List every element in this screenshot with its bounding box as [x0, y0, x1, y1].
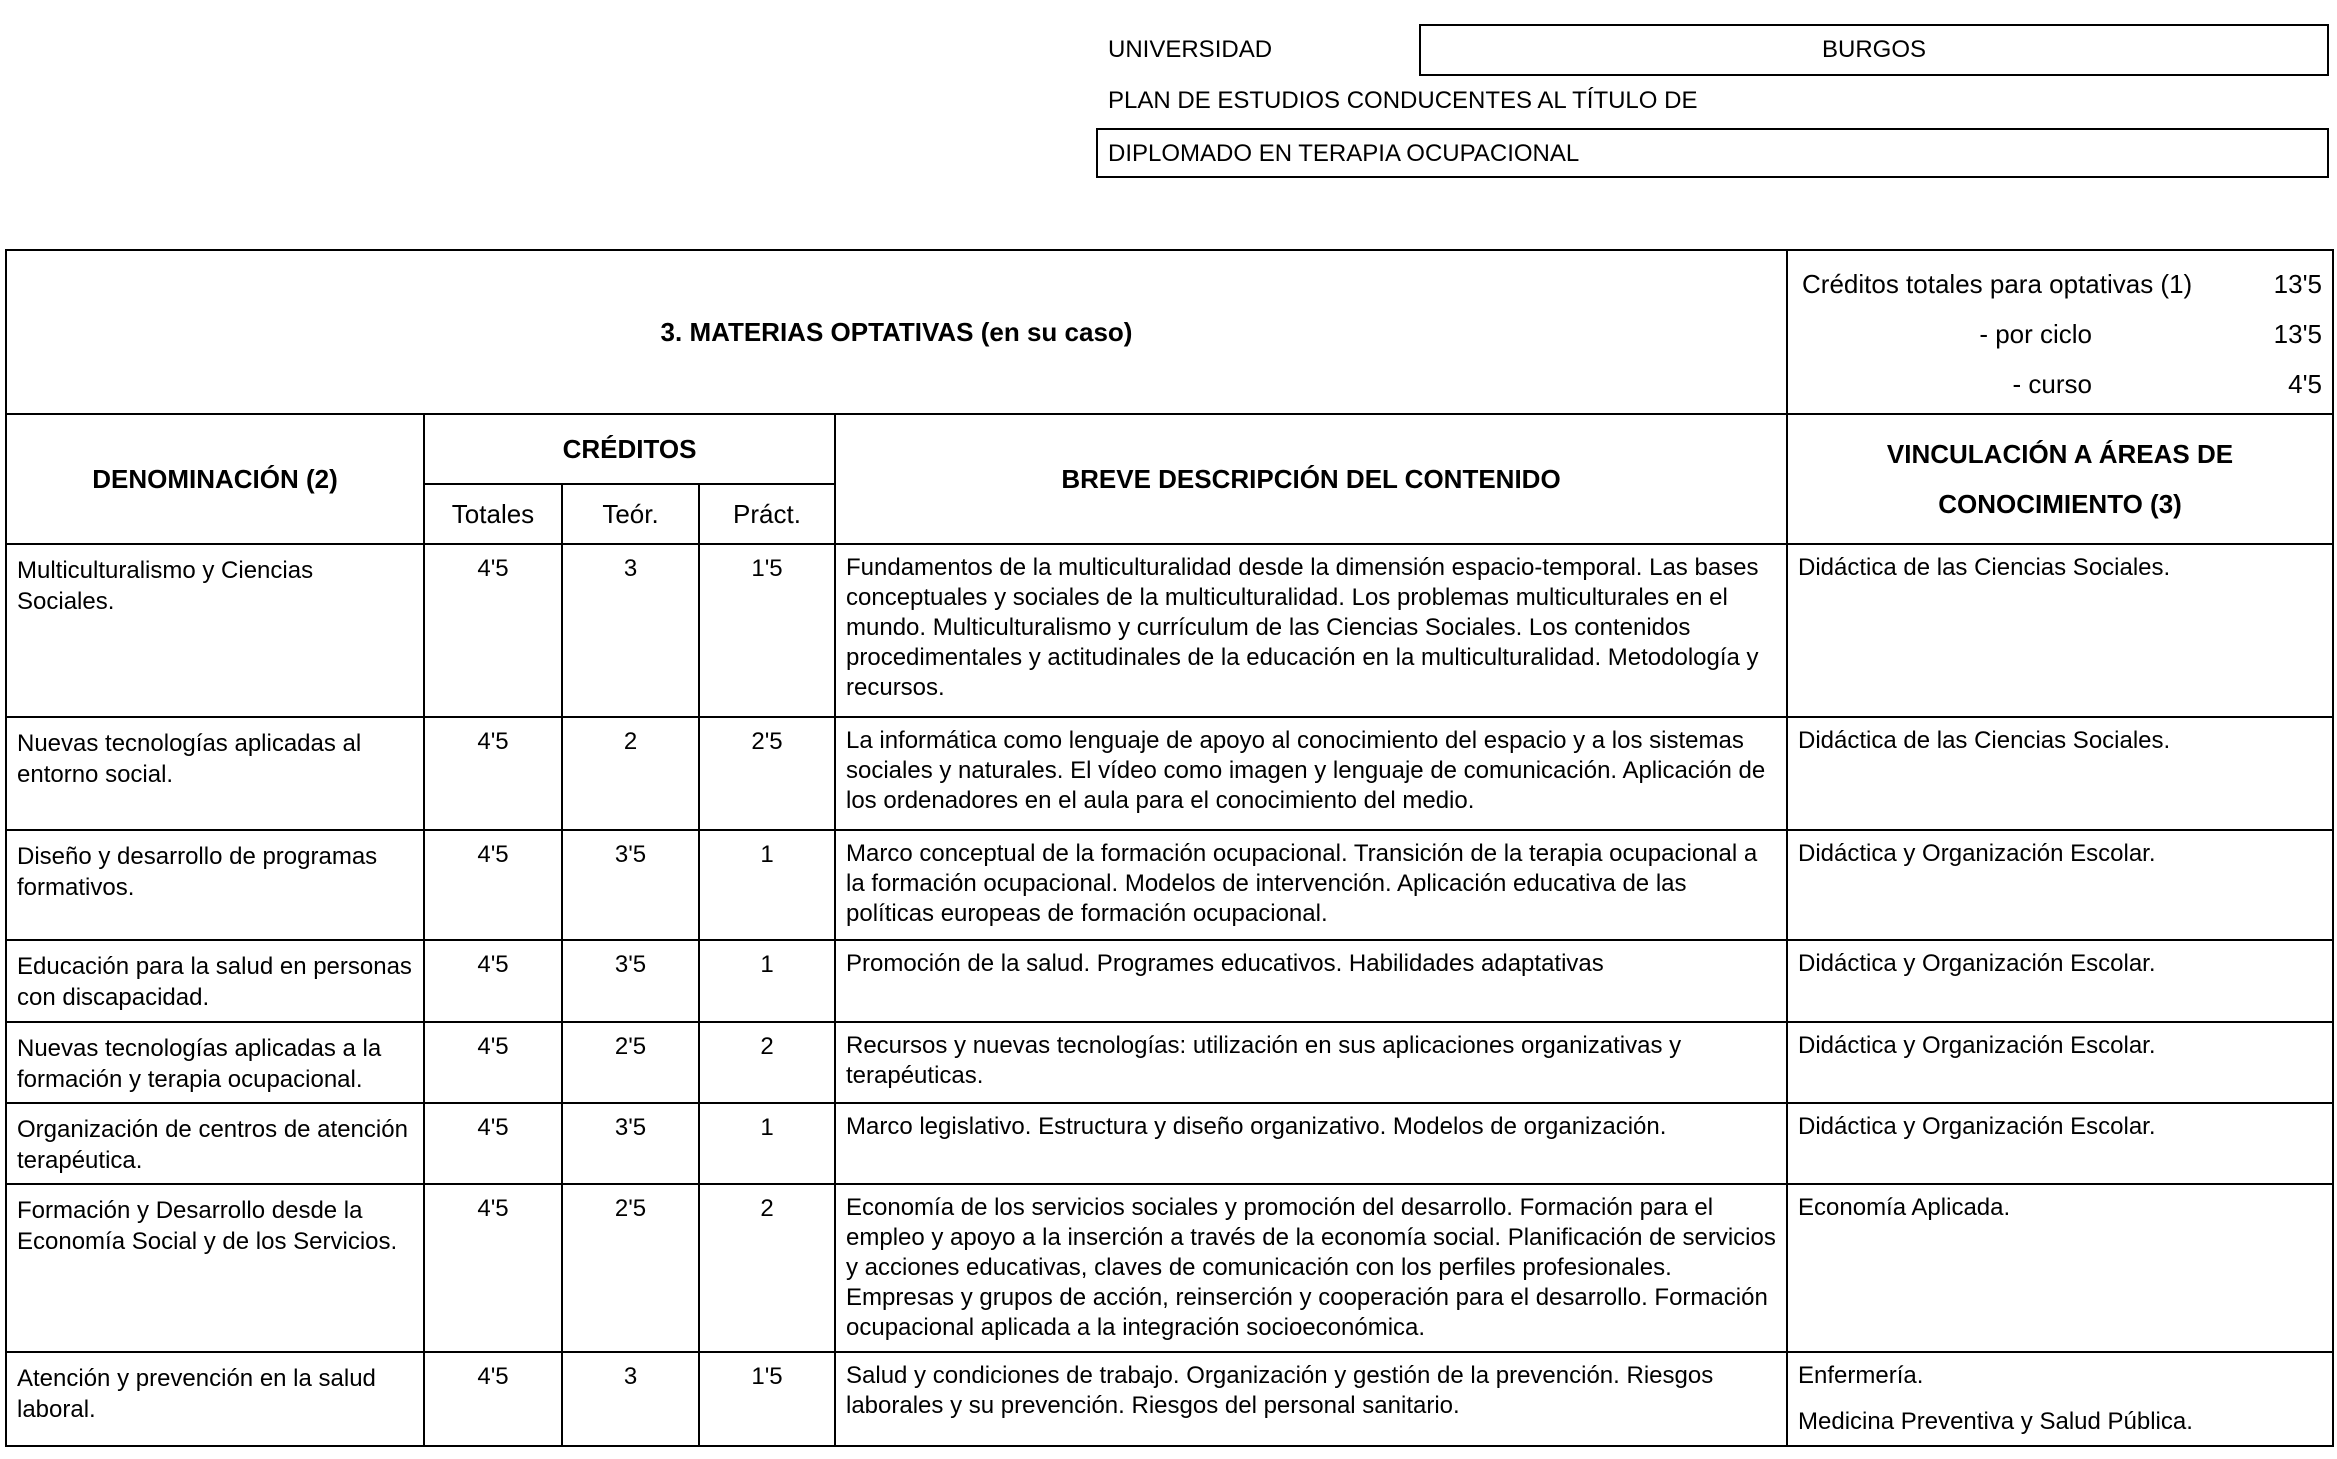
credits-total-value: 13'5 [2273, 268, 2323, 299]
section-header-row [6, 250, 2333, 414]
plan-label: PLAN DE ESTUDIOS CONDUCENTES AL TÍTULO DE [1108, 87, 1698, 114]
row-area-line: Medicina Preventiva y Salud Pública. [1798, 1408, 2193, 1435]
row-teor: 3'5 [562, 1103, 699, 1184]
table-row [6, 717, 2333, 830]
row-totales: 4'5 [424, 830, 562, 940]
table-row [6, 544, 2333, 717]
row-totales: 4'5 [424, 940, 562, 1022]
row-desc: Promoción de la salud. Programes educativos. Habilidades adaptativas [835, 940, 1787, 1022]
row-pract: 1 [699, 830, 835, 940]
row-area: Didáctica y Organización Escolar. [1787, 1022, 2333, 1103]
row-area-line: Enfermería. [1798, 1362, 1924, 1389]
row-totales: 4'5 [424, 1022, 562, 1103]
table-row [6, 1184, 2333, 1352]
col-vinculacion-line2: CONOCIMIENTO (3) [1938, 489, 2182, 519]
row-teor: 3 [562, 1352, 699, 1446]
per-cycle-value: 13'5 [2273, 318, 2323, 349]
university-value: BURGOS [1821, 36, 1926, 63]
credits-total-label: Créditos totales para optativas (1) [1802, 268, 2193, 299]
row-name: Organización de centros de atención terapéutica. [6, 1103, 424, 1184]
row-totales: 4'5 [424, 544, 562, 717]
col-creditos: CRÉDITOS [424, 414, 835, 484]
row-desc: Marco conceptual de la formación ocupacional. Transición de la terapia ocupacional a la formación ocupacional. Modelos de intervención. Aplicación educativa de las políticas europeas de formación ocupacional. [835, 830, 1787, 940]
table-row [6, 830, 2333, 940]
per-course-value: 4'5 [2288, 368, 2323, 399]
row-area: Economía Aplicada. [1787, 1184, 2333, 1352]
row-desc: Salud y condiciones de trabajo. Organización y gestión de la prevención. Riesgos laborales y su prevención. Riesgos del personal sanitario. [835, 1352, 1787, 1446]
degree-field [1096, 128, 2329, 178]
row-totales: 4'5 [424, 1352, 562, 1446]
row-pract: 1'5 [699, 1352, 835, 1446]
row-totales: 4'5 [424, 717, 562, 830]
row-name: Atención y prevención en la salud laboral. [6, 1352, 424, 1446]
row-teor: 3'5 [562, 940, 699, 1022]
col-descripcion: BREVE DESCRIPCIÓN DEL CONTENIDO [835, 414, 1787, 544]
row-desc: Fundamentos de la multiculturalidad desde la dimensión espacio-temporal. Las bases conceptuales y sociales de la multiculturalidad. Los problemas multiculturales en el mundo. Multiculturalismo y currículum de las Ciencias Sociales. Los contenidos procedimentales y actitudinales de la educación en la multiculturalidad. Metodología y recursos. [835, 544, 1787, 717]
col-totales: Totales [424, 484, 562, 544]
row-name: Educación para la salud en personas con discapacidad. [6, 940, 424, 1022]
row-teor: 3'5 [562, 830, 699, 940]
per-cycle-label: - por ciclo [1979, 318, 2093, 349]
row-name: Formación y Desarrollo desde la Economía Social y de los Servicios. [6, 1184, 424, 1352]
row-desc: Economía de los servicios sociales y promoción del desarrollo. Formación para el empleo y apoyo a la inserción a través de la economía social. Planificación de servicios y acciones educativas, claves de comunicación con los perfiles profesionales. Empresas y grupos de acción, reinserción y cooperación para el desarrollo. Formación ocupacional aplicada a la integración socioeconómica. [835, 1184, 1787, 1352]
table-row [6, 1103, 2333, 1184]
row-name: Nuevas tecnologías aplicadas al entorno social. [6, 717, 424, 830]
row-teor: 2'5 [562, 1184, 699, 1352]
row-pract: 2'5 [699, 717, 835, 830]
col-denominacion: DENOMINACIÓN (2) [6, 414, 424, 544]
row-pract: 1 [699, 1103, 835, 1184]
table-row [6, 1352, 2333, 1446]
row-area: Didáctica y Organización Escolar. [1787, 830, 2333, 940]
section-title: 3. MATERIAS OPTATIVAS (en su caso) [6, 250, 1787, 414]
optativas-table [5, 249, 2334, 1447]
row-name: Nuevas tecnologías aplicadas a la formación y terapia ocupacional. [6, 1022, 424, 1103]
row-totales: 4'5 [424, 1184, 562, 1352]
col-teor: Teór. [562, 484, 699, 544]
col-vinculacion [1787, 414, 2333, 544]
row-desc: Marco legislativo. Estructura y diseño organizativo. Modelos de organización. [835, 1103, 1787, 1184]
degree-value: DIPLOMADO EN TERAPIA OCUPACIONAL [1108, 140, 1580, 167]
row-area: Didáctica de las Ciencias Sociales. [1787, 717, 2333, 830]
row-name: Multiculturalismo y Ciencias Sociales. [6, 544, 424, 717]
column-header-row-1 [6, 414, 2333, 484]
row-pract: 2 [699, 1022, 835, 1103]
col-pract: Práct. [699, 484, 835, 544]
row-area: Didáctica y Organización Escolar. [1787, 1103, 2333, 1184]
row-teor: 2 [562, 717, 699, 830]
table-row [6, 1022, 2333, 1103]
row-area [1787, 1352, 2333, 1446]
col-vinculacion-line1: VINCULACIÓN A ÁREAS DE [1886, 439, 2234, 469]
row-desc: Recursos y nuevas tecnologías: utilización en sus aplicaciones organizativas y terapéuticas. [835, 1022, 1787, 1103]
row-desc: La informática como lenguaje de apoyo al conocimiento del espacio y a los sistemas sociales y naturales. El vídeo como imagen y lenguaje de comunicación. Aplicación de los ordenadores en el aula para el conocimiento del medio. [835, 717, 1787, 830]
row-teor: 3 [562, 544, 699, 717]
university-label: UNIVERSIDAD [1108, 36, 1273, 63]
per-course-label: - curso [2012, 368, 2093, 399]
university-field [1419, 24, 2329, 76]
row-name: Diseño y desarrollo de programas formativos. [6, 830, 424, 940]
row-teor: 2'5 [562, 1022, 699, 1103]
table-row [6, 940, 2333, 1022]
row-pract: 2 [699, 1184, 835, 1352]
row-totales: 4'5 [424, 1103, 562, 1184]
row-pract: 1'5 [699, 544, 835, 717]
credits-summary [1787, 250, 2333, 414]
row-area: Didáctica de las Ciencias Sociales. [1787, 544, 2333, 717]
row-area: Didáctica y Organización Escolar. [1787, 940, 2333, 1022]
row-pract: 1 [699, 940, 835, 1022]
